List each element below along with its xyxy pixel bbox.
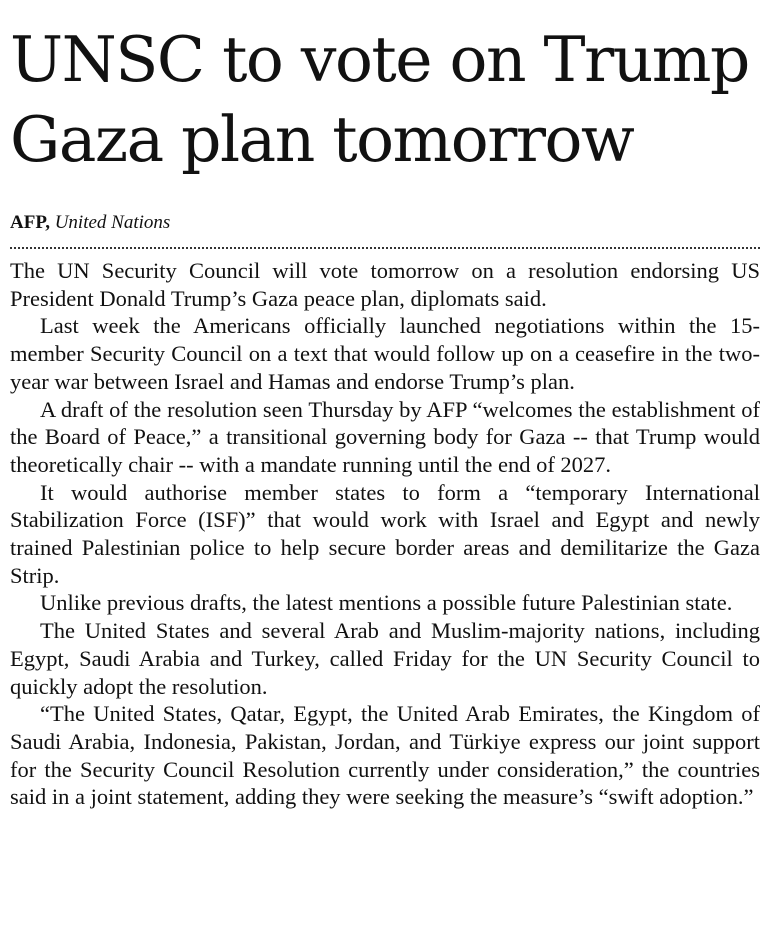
news-article [10,0,760,811]
body-paragraph: The UN Security Council will vote tomorrow on a resolution endorsing US President Donald Trump’s Gaza peace plan, diplomats said. [10,258,760,311]
headline: UNSC to vote on Trump Gaza plan tomorrow [10,23,749,176]
dotted-divider [10,247,760,249]
body-paragraph: It would authorise member states to form a “temporary International Stabilization Force (ISF)” that would work with Israel and Egypt and newly trained Palestinian police to help secure border areas and demilitarize the Gaza Strip. [10,479,760,588]
article-body [10,257,760,811]
byline [10,211,760,235]
body-paragraph: “The United States, Qatar, Egypt, the United Arab Emirates, the Kingdom of Saudi Arabia, Indonesia, Pakistan, Jordan, and Türkiye express our joint support for the Security Council Resolution currently under consideration,” the countries said in a joint statement, adding they were seeking the measure’s “swift adoption.” [10,701,760,810]
body-paragraph: Last week the Americans officially launched negotiations within the 15-member Security Council on a text that would follow up on a ceasefire in the two-year war between Israel and Hamas and endorse Trump’s plan. [10,313,760,394]
byline-agency: AFP, [10,212,50,233]
byline-location: United Nations [54,212,171,233]
body-paragraph: The United States and several Arab and Muslim-majority nations, including Egypt, Saudi Arabia and Turkey, called Friday for the UN Security Council to quickly adopt the resolution. [10,618,760,699]
body-paragraph: A draft of the resolution seen Thursday by AFP “welcomes the establishment of the Board of Peace,” a transitional governing body for Gaza -- that Trump would theoretically chair -- with a mandate running until the end of 2027. [10,396,760,477]
body-paragraph: Unlike previous drafts, the latest mentions a possible future Palestinian state. [40,590,733,616]
